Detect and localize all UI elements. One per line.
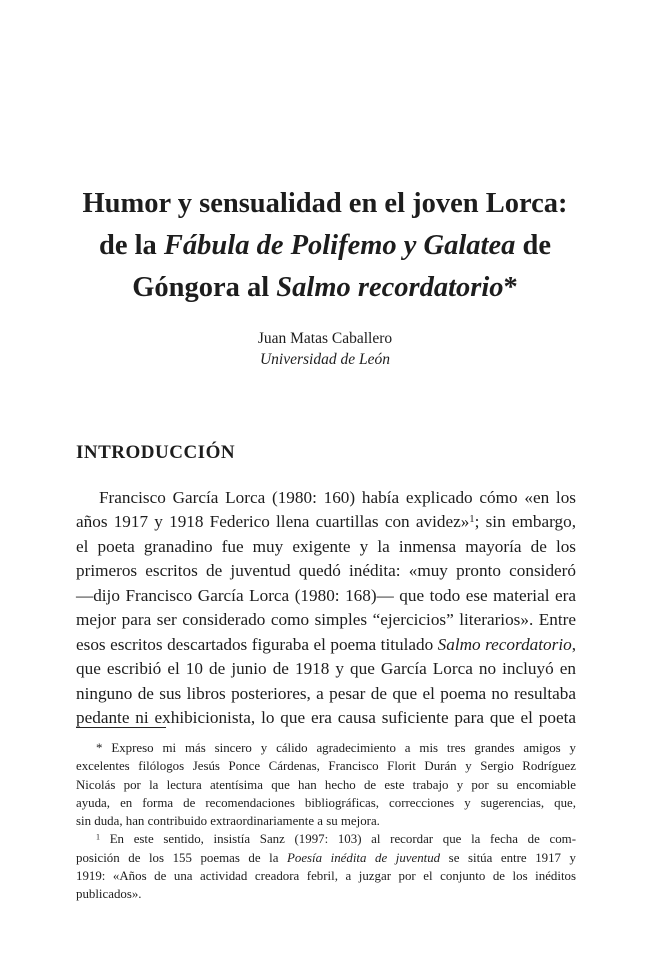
poem-title: Salmo recordatorio (437, 634, 572, 654)
title-work-salmo: Salmo recordatorio (276, 272, 504, 303)
cited-work-title: Poesía inédita de juventud (287, 850, 441, 865)
footnote-line: publicados». (76, 887, 142, 902)
author-name: Juan Matas Caballero (257, 330, 393, 347)
body-line: Francisco García Lorca (1980: 160) había explicado cómo «en los (99, 488, 576, 507)
title-line-2 (40, 225, 610, 267)
body-paragraph (76, 486, 576, 730)
section-heading: INTRODUCCIÓN (76, 442, 236, 463)
footnote-line (76, 849, 576, 867)
footnote-line (76, 830, 576, 848)
footnote-line: ayuda, en forma de recomendaciones bibliográficas, correcciones y sugerencias, que, (76, 795, 576, 810)
footnote-line: excelentes filólogos Jesús Ponce Cárdenas, Francisco Florit Durán y Sergio Rodríguez (76, 759, 576, 774)
title-line-1 (40, 183, 610, 225)
body-line: ninguno de sus libros posteriores, a pesar de que el poema no resultaba (76, 683, 576, 703)
body-line (76, 510, 576, 534)
title-text: Humor y sensualidad en el joven Lorca: (82, 188, 568, 219)
body-line: mejor para ser considerado como simples “ejercicios” literarios». Entre (76, 610, 576, 630)
author-affiliation: Universidad de León (259, 351, 390, 368)
body-text: esos escritos descartados figuraba el poema titulado (76, 634, 438, 654)
footnote-line: Nicolás por la lectura atentísima que han hecho de este trabajo y por su encomiable (76, 777, 576, 792)
footnote-separator (76, 727, 166, 728)
article-title (40, 183, 610, 309)
footnote-number: 1 (96, 832, 100, 842)
footnote-text: se sitúa entre 1917 y (440, 850, 576, 865)
footnote-text: En este sentido, insistía Sanz (1997: 103) al recordar que la fecha de com- (109, 832, 576, 847)
title-text: Góngora al (132, 272, 277, 303)
body-text: ; sin embargo, (474, 512, 576, 532)
title-footnote-mark: * (503, 272, 518, 303)
footnote-line: sin duda, han contribuido extraordinariamente a su mejora. (76, 814, 380, 829)
body-line (76, 633, 576, 657)
title-line-3 (40, 267, 610, 309)
footnotes (76, 739, 576, 904)
footnote-line: 1919: «Años de una actividad creadora febril, a juzgar por el conjunto de los inéditos (76, 869, 576, 884)
body-text: , (571, 634, 576, 654)
body-line: —dijo Francisco García Lorca (1980: 168)— que todo ese material era (76, 585, 576, 605)
footnote-line: * Expreso mi más sincero y cálido agradecimiento a mis tres grandes amigos y (96, 741, 576, 755)
title-work-polifemo: Fábula de Polifemo y Galatea (163, 230, 516, 261)
body-line: que escribió el 10 de junio de 1918 y que García Lorca no incluyó en (76, 659, 576, 679)
body-text: años 1917 y 1918 Federico llena cuartillas con avidez» (76, 512, 470, 532)
body-line: primeros escritos de juventud quedó inédita: «muy pronto consideró (76, 561, 576, 581)
title-text: de la (99, 230, 164, 261)
footnote-reference[interactable]: 1 (469, 514, 475, 526)
body-line: el poeta granadino fue muy exigente y la inmensa mayoría de los (76, 536, 576, 556)
title-text: de (515, 230, 551, 261)
footnote-text: posición de los 155 poemas de la (76, 850, 287, 865)
body-line: pedante ni exhibicionista, lo que era causa suficiente para que el poeta (76, 707, 576, 727)
